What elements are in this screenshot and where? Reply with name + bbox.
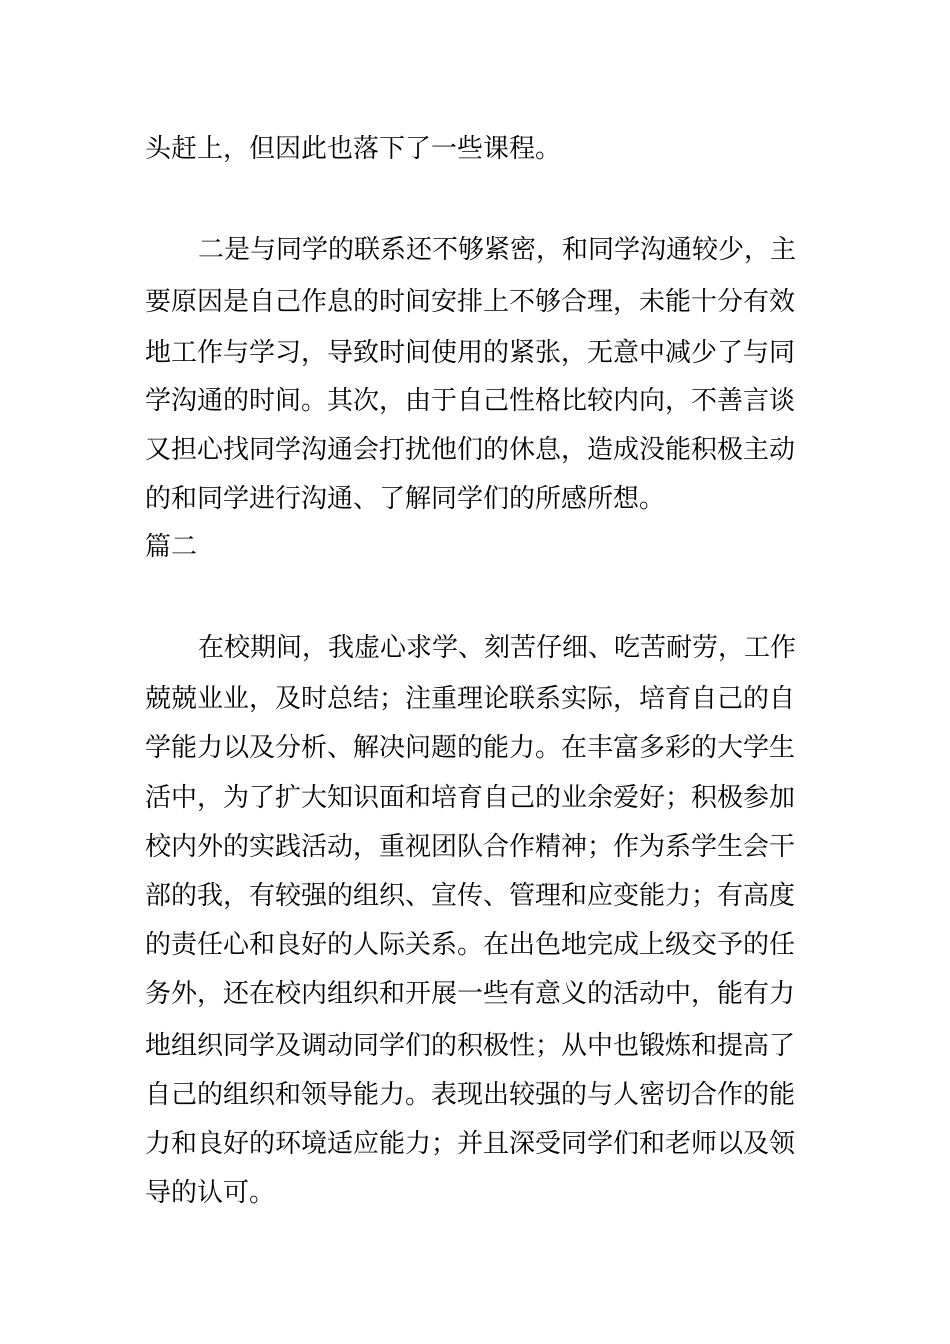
paragraph-3-line-6: 部的我，有较强的组织、宣传、管理和应变能力；有高度: [145, 881, 796, 911]
paragraph-2-line-3: 地工作与学习，导致时间使用的紧张，无意中减少了与同: [145, 338, 796, 368]
paragraph-2-line-6: 的和同学进行沟通、了解同学们的所感所想。: [145, 484, 666, 514]
paragraph-3-line-7: 的责任心和良好的人际关系。在出色地完成上级交予的任: [145, 930, 796, 960]
paragraph-2-line-1: 二是与同学的联系还不够紧密，和同学沟通较少，主: [198, 235, 797, 265]
paragraph-3-line-4: 活中，为了扩大知识面和培育自己的业余爱好；积极参加: [145, 783, 796, 813]
paragraph-2-line-4: 学沟通的时间。其次，由于自己性格比较内向，不善言谈: [145, 386, 796, 416]
paragraph-1-line-1: 头赶上，但因此也落下了一些课程。: [145, 134, 562, 164]
paragraph-2-line-2: 要原因是自己作息的时间安排上不够合理，未能十分有效: [145, 287, 796, 317]
paragraph-3-line-9: 地组织同学及调动同学们的积极性；从中也锻炼和提高了: [145, 1031, 796, 1061]
paragraph-2-line-5: 又担心找同学沟通会打扰他们的休息，造成没能积极主动: [145, 435, 796, 465]
paragraph-3-line-8: 务外，还在校内组织和开展一些有意义的活动中，能有力: [145, 979, 796, 1009]
section-heading: 篇二: [145, 532, 198, 562]
paragraph-3-line-11: 力和良好的环境适应能力；并且深受同学们和老师以及领: [145, 1129, 796, 1159]
paragraph-3-line-5: 校内外的实践活动，重视团队合作精神；作为系学生会干: [145, 832, 796, 862]
paragraph-3-line-2: 兢兢业业，及时总结；注重理论联系实际，培育自己的自: [145, 684, 796, 714]
paragraph-3-line-1: 在校期间，我虚心求学、刻苦仔细、吃苦耐劳，工作: [198, 633, 797, 663]
paragraph-3-line-10: 自己的组织和领导能力。表现出较强的与人密切合作的能: [145, 1080, 796, 1110]
paragraph-3-line-12: 导的认可。: [145, 1178, 276, 1208]
paragraph-3-line-3: 学能力以及分析、解决问题的能力。在丰富多彩的大学生: [145, 733, 796, 763]
